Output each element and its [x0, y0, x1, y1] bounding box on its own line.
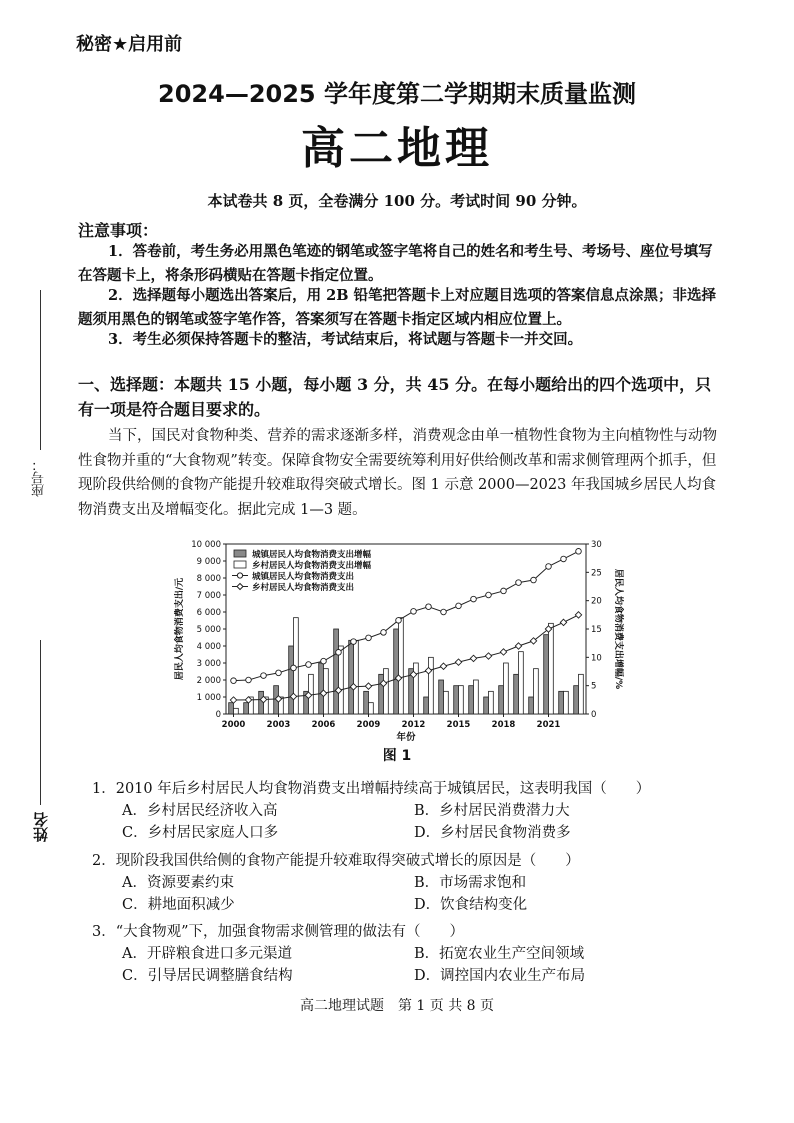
bar: [474, 680, 479, 714]
line-point: [470, 655, 476, 661]
y-tick-label: 0: [215, 710, 221, 720]
bar: [549, 623, 554, 714]
x-tick-label: 2021: [536, 720, 561, 730]
bar: [259, 691, 264, 714]
exam-number-label: 座号：: [32, 458, 47, 497]
y-tick-label: 9 000: [196, 557, 221, 567]
option-b[interactable]: B．市场需求饱和: [414, 875, 527, 891]
line-point: [546, 564, 552, 570]
y-tick-label: 1 000: [196, 693, 221, 703]
line-point: [515, 643, 521, 649]
reading-passage: 当下，国民对食物种类、营养的需求逐渐多样，消费观念由单一植物性食物为主向植物性与动物性食物并重的“大食物观”转变。保障食物安全需要统筹利用好供给侧改革和需求侧管理两个抓手，但现阶段供给侧的食物产能提升较难取得突破式增长。图 1 示意 2000—2023 年我国城乡居民人均食物消费支出及增幅变化。据此完成 1—3 题。: [78, 428, 717, 518]
notice-item-1: 1．答卷前，考生务必用黑色笔迹的钢笔或签字笔将自己的姓名和考生号、考场号、座位号填写在答题卡上，将条形码横贴在答题卡指定位置。: [78, 243, 713, 284]
option-c[interactable]: C．乡村居民家庭人口多: [122, 825, 279, 841]
option-a[interactable]: A．开辟粮食进口多元渠道: [122, 946, 292, 962]
y2-tick-label: 0: [591, 710, 597, 720]
x-tick-label: 2012: [401, 720, 426, 730]
section-heading: 一、选择题：本题共 15 小题，每小题 3 分，共 45 分。在每小题给出的四个选项中，只有一项是符合题目要求的。: [78, 375, 712, 419]
notice-heading: 注意事项：: [78, 221, 159, 240]
option-d[interactable]: D．调控国内农业生产布局: [414, 968, 586, 984]
legend-label: 乡村居民人均食物消费支出: [252, 583, 355, 593]
bar: [289, 646, 294, 714]
y-tick-label: 2 000: [196, 676, 221, 686]
line-point: [440, 663, 446, 669]
bar: [504, 663, 509, 714]
line-point: [246, 677, 252, 683]
bar: [234, 708, 239, 714]
line-point: [456, 603, 462, 609]
question-stem: 2．现阶段我国供给侧的食物产能提升较难取得突破式增长的原因是（ ）: [92, 853, 580, 869]
legend-label: 乡村居民人均食物消费支出增幅: [252, 561, 372, 571]
y2-tick-label: 20: [591, 596, 602, 607]
page-footer: 高二地理试题 第 1 页 共 8 页: [299, 998, 495, 1014]
exam-number-line: [40, 290, 41, 450]
line-point: [485, 653, 491, 659]
bar: [384, 669, 389, 714]
bar: [244, 703, 249, 714]
line-point: [455, 659, 461, 665]
line-point: [471, 596, 477, 602]
bar: [459, 686, 464, 714]
bar: [469, 686, 474, 714]
line-point: [516, 580, 522, 586]
line-point: [501, 588, 507, 594]
question-stem: 3．“大食物观”下，加强食物需求侧管理的做法有（ ）: [92, 924, 465, 940]
x-tick-label: 2018: [491, 720, 516, 730]
bar: [559, 691, 564, 714]
y2-axis-label: 居民人均食物消费支出增幅/%: [613, 568, 623, 690]
legend-label: 城镇居民人均食物消费支出: [252, 572, 355, 582]
line-point: [561, 556, 567, 562]
bar: [339, 646, 344, 714]
confidential-label: 秘密★启用前: [76, 34, 183, 55]
bar: [334, 629, 339, 714]
y-tick-label: 5 000: [196, 625, 221, 635]
bar: [534, 669, 539, 714]
bar: [484, 697, 489, 714]
y-tick-label: 3 000: [196, 659, 221, 669]
option-a[interactable]: A．资源要素约束: [122, 875, 234, 891]
question-1: [92, 778, 732, 844]
line-point: [276, 670, 282, 676]
line-point: [486, 592, 492, 598]
y-tick-label: 4 000: [196, 642, 221, 652]
bar: [394, 629, 399, 714]
line-point: [366, 635, 372, 641]
bar: [564, 691, 569, 714]
line-point: [381, 630, 387, 636]
name-label: 姓名: [32, 812, 50, 842]
y-tick-label: 7 000: [196, 591, 221, 601]
line-point: [396, 618, 402, 624]
bar: [444, 691, 449, 714]
bar: [364, 691, 369, 714]
line-point: [576, 549, 582, 555]
question-2: [92, 850, 732, 916]
bar: [429, 657, 434, 714]
x-tick-label: 2003: [266, 720, 291, 730]
bar: [499, 686, 504, 714]
question-3: [92, 921, 732, 987]
y-tick-label: 10 000: [191, 540, 221, 550]
bar: [514, 674, 519, 714]
bar: [354, 640, 359, 714]
name-line: [40, 640, 41, 805]
line-point: [575, 612, 581, 618]
line-point: [441, 609, 447, 615]
line-point: [261, 673, 267, 679]
bar: [319, 663, 324, 714]
option-b[interactable]: B．乡村居民消费潜力大: [414, 803, 570, 819]
consumption-chart: [170, 538, 626, 770]
option-b[interactable]: B．拓宽农业生产空间领域: [414, 946, 585, 962]
y2-tick-label: 10: [591, 653, 602, 664]
question-stem: 1．2010 年后乡村居民人均食物消费支出增幅持续高于城镇居民，这表明我国（ ）: [92, 781, 651, 797]
subject-title: 高二地理: [301, 123, 493, 174]
bar: [439, 680, 444, 714]
bar: [424, 697, 429, 714]
bar: [399, 618, 404, 714]
x-tick-label: 2006: [311, 720, 336, 730]
y-axis-label: 居民人均食物消费支出/元: [175, 577, 185, 681]
line-point: [351, 639, 357, 645]
bar: [454, 686, 459, 714]
notice-item-3: 3．考生必须保持答题卡的整洁，考试结束后，将试题与答题卡一并交回。: [108, 331, 583, 348]
bar: [229, 703, 234, 714]
x-axis-label: 年份: [396, 732, 416, 743]
y-tick-label: 6 000: [196, 608, 221, 618]
bar: [379, 674, 384, 714]
line-point: [231, 678, 237, 684]
y2-tick-label: 15: [591, 625, 602, 635]
series-line: [234, 615, 579, 700]
exam-info: 本试卷共 8 页，全卷满分 100 分。考试时间 90 分钟。: [207, 192, 587, 210]
option-c[interactable]: C．耕地面积减少: [122, 897, 235, 913]
y-tick-label: 8 000: [196, 574, 221, 584]
notice-item-2: 2．选择题每小题选出答案后，用 2B 铅笔把答题卡上对应题目选项的答案信息点涂黑；非选择题须用黑色的钢笔或签字笔作答，答案须写在答题卡指定区域内相应位置上。: [78, 287, 717, 328]
line-point: [560, 619, 566, 625]
bar: [369, 703, 374, 714]
bar: [579, 674, 584, 714]
y2-tick-label: 30: [591, 540, 602, 550]
x-tick-label: 2009: [356, 720, 381, 730]
legend-marker: [237, 573, 242, 578]
option-c[interactable]: C．引导居民调整膳食结构: [122, 968, 293, 984]
bar: [544, 635, 549, 714]
exam-title: 2024—2025 学年度第二学期期末质量监测: [158, 80, 636, 108]
legend-swatch: [234, 550, 246, 557]
line-point: [291, 665, 297, 671]
figure-caption: 图 1: [382, 748, 412, 764]
line-point: [321, 658, 327, 664]
bar: [489, 691, 494, 714]
bar: [349, 640, 354, 714]
option-d[interactable]: D．饮食结构变化: [414, 897, 528, 913]
chart-svg: [170, 538, 626, 770]
line-point: [531, 577, 537, 583]
y2-tick-label: 5: [591, 681, 597, 692]
bar: [414, 663, 419, 714]
line-point: [500, 649, 506, 655]
x-tick-label: 2000: [221, 720, 246, 730]
legend-swatch: [234, 561, 246, 568]
option-a[interactable]: A．乡村居民经济收入高: [122, 803, 278, 819]
line-point: [306, 662, 312, 668]
bar: [574, 686, 579, 714]
x-tick-label: 2015: [446, 720, 471, 730]
bar: [529, 697, 534, 714]
line-point: [426, 604, 432, 610]
legend-label: 城镇居民人均食物消费支出增幅: [252, 550, 372, 560]
legend-marker: [237, 584, 243, 590]
y2-tick-label: 25: [591, 568, 602, 579]
line-point: [411, 609, 417, 615]
option-d[interactable]: D．乡村居民食物消费多: [414, 825, 571, 841]
line-point: [336, 649, 342, 655]
line-point: [365, 683, 371, 689]
bar: [519, 652, 524, 714]
